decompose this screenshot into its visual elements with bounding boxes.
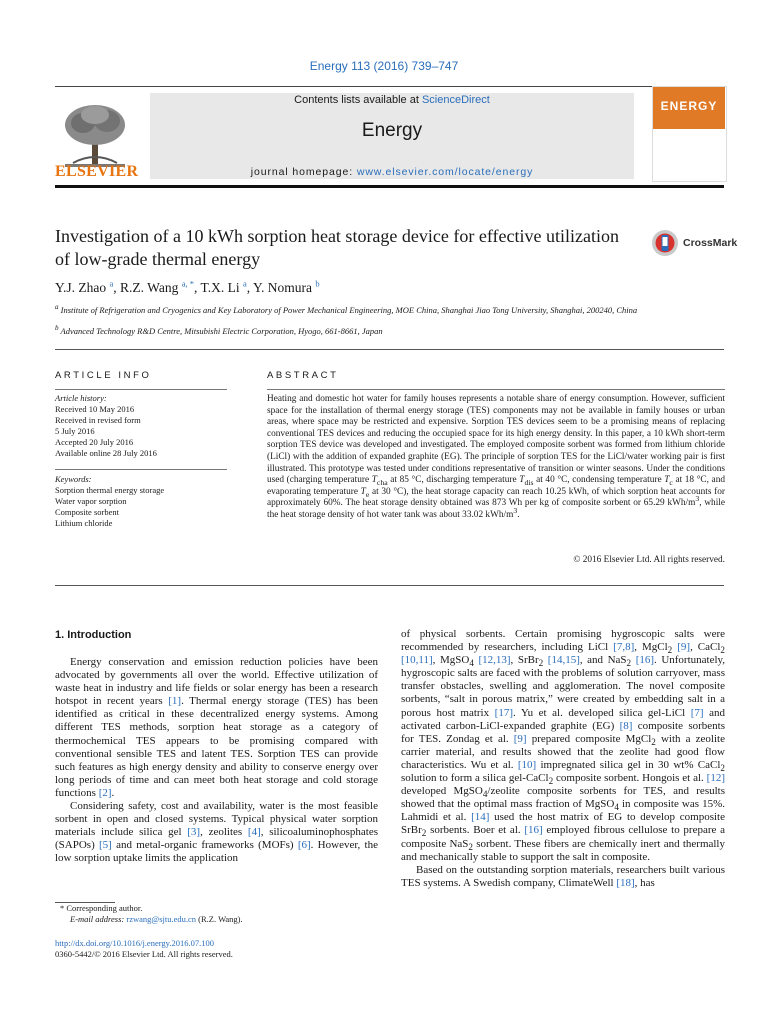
- email-label: E-mail address:: [70, 914, 125, 924]
- article-info-rule: [55, 389, 227, 390]
- author-list: Y.J. Zhao $^a$, R.Z. Wang $^{a, *}$, T.X. Li $^a$, Y. Nomura $^b$: [55, 278, 320, 295]
- info-top-rule: [55, 349, 724, 350]
- article-info-heading: ARTICLE INFO: [55, 370, 152, 381]
- history-item: Received 10 May 2016: [55, 404, 135, 414]
- email-link[interactable]: rzwang@sjtu.edu.cn: [126, 914, 197, 924]
- email-footnote: [70, 914, 390, 925]
- author-name: T.X. Li: [200, 280, 244, 295]
- affiliation-b: [55, 326, 655, 337]
- journal-title: Energy: [361, 120, 423, 141]
- corresponding-footnote: [60, 903, 380, 914]
- keyword: Composite sorbent: [55, 507, 119, 517]
- contents-prefix: Contents lists available at: [294, 94, 419, 106]
- affiliation-a: [55, 305, 655, 316]
- body-paragraph: Based on the outstanding sorption materials, researchers built various TES systems. A Swedish company, ClimateWell [18], has: [401, 863, 725, 889]
- affiliation-text: Institute of Refrigeration and Cryogenics and Key Laboratory of Power Mechanical Engineering, MOE China, Shanghai Jiao Tong University, Shanghai, 200240, China: [60, 305, 638, 315]
- header-bottom-rule: [55, 185, 724, 188]
- footnote-marker: *: [60, 903, 65, 913]
- body-paragraph: of physical sorbents. Certain promising hygroscopic salts were recommended by researchers, including LiCl [7,8], MgCl$_2$ [9], CaCl$_2$ [10,11], MgSO$_4$ [12,13], SrBr$_2$ [14,15], and NaS$_2$ [16]. Unfortunately, hygroscopic salts are faced with the problems of solution carryover, mass transfer obstacles, swelling and agglomeration. The novel composite sorbents, “salt in porous matrix,” were created by embedding salt in a porous host matrix [17]. Yu et al. developed silica gel-LiCl [7] and activated carbon-LiCl-expanded graphite (EG) [8] composite sorbents for TES. Zondag et al. [9] prepared composite MgCl$_2$ with a zeolite carrier material, and results showed that the zeolite had good flow characteristics. Wu et al. [10] impregnated silica gel in 30 wt% CaCl$_2$ solution to form a silica gel-CaCl$_2$ composite sorbent. Hongois et al. [12] developed MgSO$_4$/zeolite composite sorbents for TES, and results showed that the optimal mass fraction of MgSO$_4$ in composite was 15%. Lahmidi et al. [14] used the host matrix of EG to develop composite SrBr$_2$ sorbents. Boer et al. [16] employed fibrous cellulose to prepare a composite NaS$_2$ sorbent. These fibers are chemically inert and thermally and mechanically stable to support the salt in composite.: [401, 628, 726, 863]
- history-item: 5 July 2016: [55, 426, 95, 436]
- author-affiliation-marker[interactable]: a: [243, 278, 247, 289]
- affiliation-text: Advanced Technology R&D Centre, Mitsubishi Electric Corporation, Hyogo, 661-8661, Japan: [60, 326, 383, 336]
- section-heading-introduction: 1. Introduction: [55, 629, 132, 641]
- keyword: Water vapor sorption: [55, 496, 127, 506]
- affiliation-marker: b: [55, 324, 59, 333]
- keyword: Sorption thermal energy storage: [55, 485, 165, 495]
- journal-cover-title: ENERGY: [660, 99, 718, 113]
- header-top-rule: [55, 86, 724, 87]
- crossmark-icon[interactable]: [651, 229, 679, 257]
- email-suffix: (R.Z. Wang).: [198, 914, 243, 924]
- history-label: Article history:: [55, 393, 107, 403]
- doi-link[interactable]: http://dx.doi.org/10.1016/j.energy.2016.07.100: [55, 938, 214, 948]
- abstract-rule: [267, 389, 725, 390]
- author-affiliation-marker[interactable]: b: [315, 278, 320, 289]
- issn-line: 0360-5442/© 2016 Elsevier Ltd. All rights reserved.: [55, 949, 233, 959]
- crossmark-label[interactable]: CrossMark: [683, 237, 738, 249]
- abstract-heading: ABSTRACT: [267, 370, 339, 381]
- body-top-rule: [55, 585, 724, 586]
- body-column-left: [55, 656, 378, 866]
- homepage-line: [150, 166, 634, 178]
- author-name: Y. Nomura: [253, 280, 316, 295]
- homepage-prefix: journal homepage:: [250, 166, 354, 178]
- body-paragraph: Energy conservation and emission reduction policies have been advocated by governments all over the world. Effective utilization of waste heat in industry and life fields or solar energy has been a research hotspot in recent years [1]. Thermal energy storage (TES) has been identified as critical in these decentralized energy systems. Among different TES methods, sorption heat storage as a category of thermochemical TES appears to be promising compared with conventional sensible TES and latent TES. Sorption TES can provide such features as high energy density and ability to conserve energy over long periods of time and can meet both heat storage and cold storage functions [2].: [55, 656, 378, 799]
- body-paragraph: Considering safety, cost and availability, water is the most feasible sorbent in open and closed systems. Typical physical water sorption materials include silica gel [3], zeolites [4], silicoaluminophosphates (SAPOs) [5] and metal-organic frameworks (MOFs) [6]. However, the low sorption uptake limits the application: [55, 800, 378, 865]
- contents-line: [150, 94, 634, 106]
- corresponding-label: Corresponding author.: [66, 903, 143, 913]
- author-name: R.Z. Wang: [120, 280, 182, 295]
- abstract-text: Heating and domestic hot water for family houses represents a notable share of energy consumption. However, sufficient space for the installation of thermal energy storage (TES) components may not be available in family houses or urban areas, where space may be restricted and expensive. Sorption TES devices seem to be a promising means of replacing conventional TES devices and reducing the occupied space for its high energy density. In this paper, a 10 kWh short-term sorption TES device was developed and investigated. The employed composite sorbent was formed from lithium chloride (LiCl) with the addition of expanded graphite (EG). The principle of sorption TES for the LiCl/water working pair is first illustrated. This prototype was tested under conditions representative of transition or winter seasons. Under the conditions used (charging temperature $T_{cha}$ at 85 °C, discharging temperature $T_{dis}$ at 40 °C, condensing temperature $T_c$ at 18 °C, and evaporating temperature $T_e$ at 30 °C), the heat storage capacity can reach 10.25 kWh, of which sorption heat accounts for approximately 60%. The heat storage density obtained was 873 Wh per kg of composite sorbent or 65.29 kWh/$m^3$, while the heat storage density of hot water tank was about 33.02 kWh/$m^3$.: [267, 394, 726, 520]
- keywords-block: [55, 474, 227, 529]
- history-item: Received in revised form: [55, 415, 141, 425]
- history-item: Available online 28 July 2016: [55, 448, 157, 458]
- article-title: Investigation of a 10 kWh sorption heat storage device for effective utilization of low-grade thermal energy: [55, 226, 619, 269]
- keyword: Lithium chloride: [55, 518, 113, 528]
- author-affiliation-marker[interactable]: a, *: [181, 278, 194, 289]
- publisher-name: ELSEVIER: [55, 163, 139, 180]
- sciencedirect-link[interactable]: ScienceDirect: [421, 94, 490, 106]
- keywords-rule: [55, 469, 227, 470]
- history-item: Accepted 20 July 2016: [55, 437, 134, 447]
- journal-citation[interactable]: Energy 113 (2016) 739–747: [309, 59, 459, 73]
- article-history: [55, 393, 227, 459]
- copyright-notice: © 2016 Elsevier Ltd. All rights reserved.: [573, 555, 725, 565]
- author-affiliation-marker[interactable]: a: [109, 278, 114, 289]
- affiliation-marker: a: [55, 303, 59, 312]
- keywords-label: Keywords:: [55, 474, 92, 484]
- author-name: Y.J. Zhao: [55, 280, 110, 295]
- homepage-link[interactable]: www.elsevier.com/locate/energy: [356, 166, 534, 178]
- body-column-right: [401, 628, 725, 890]
